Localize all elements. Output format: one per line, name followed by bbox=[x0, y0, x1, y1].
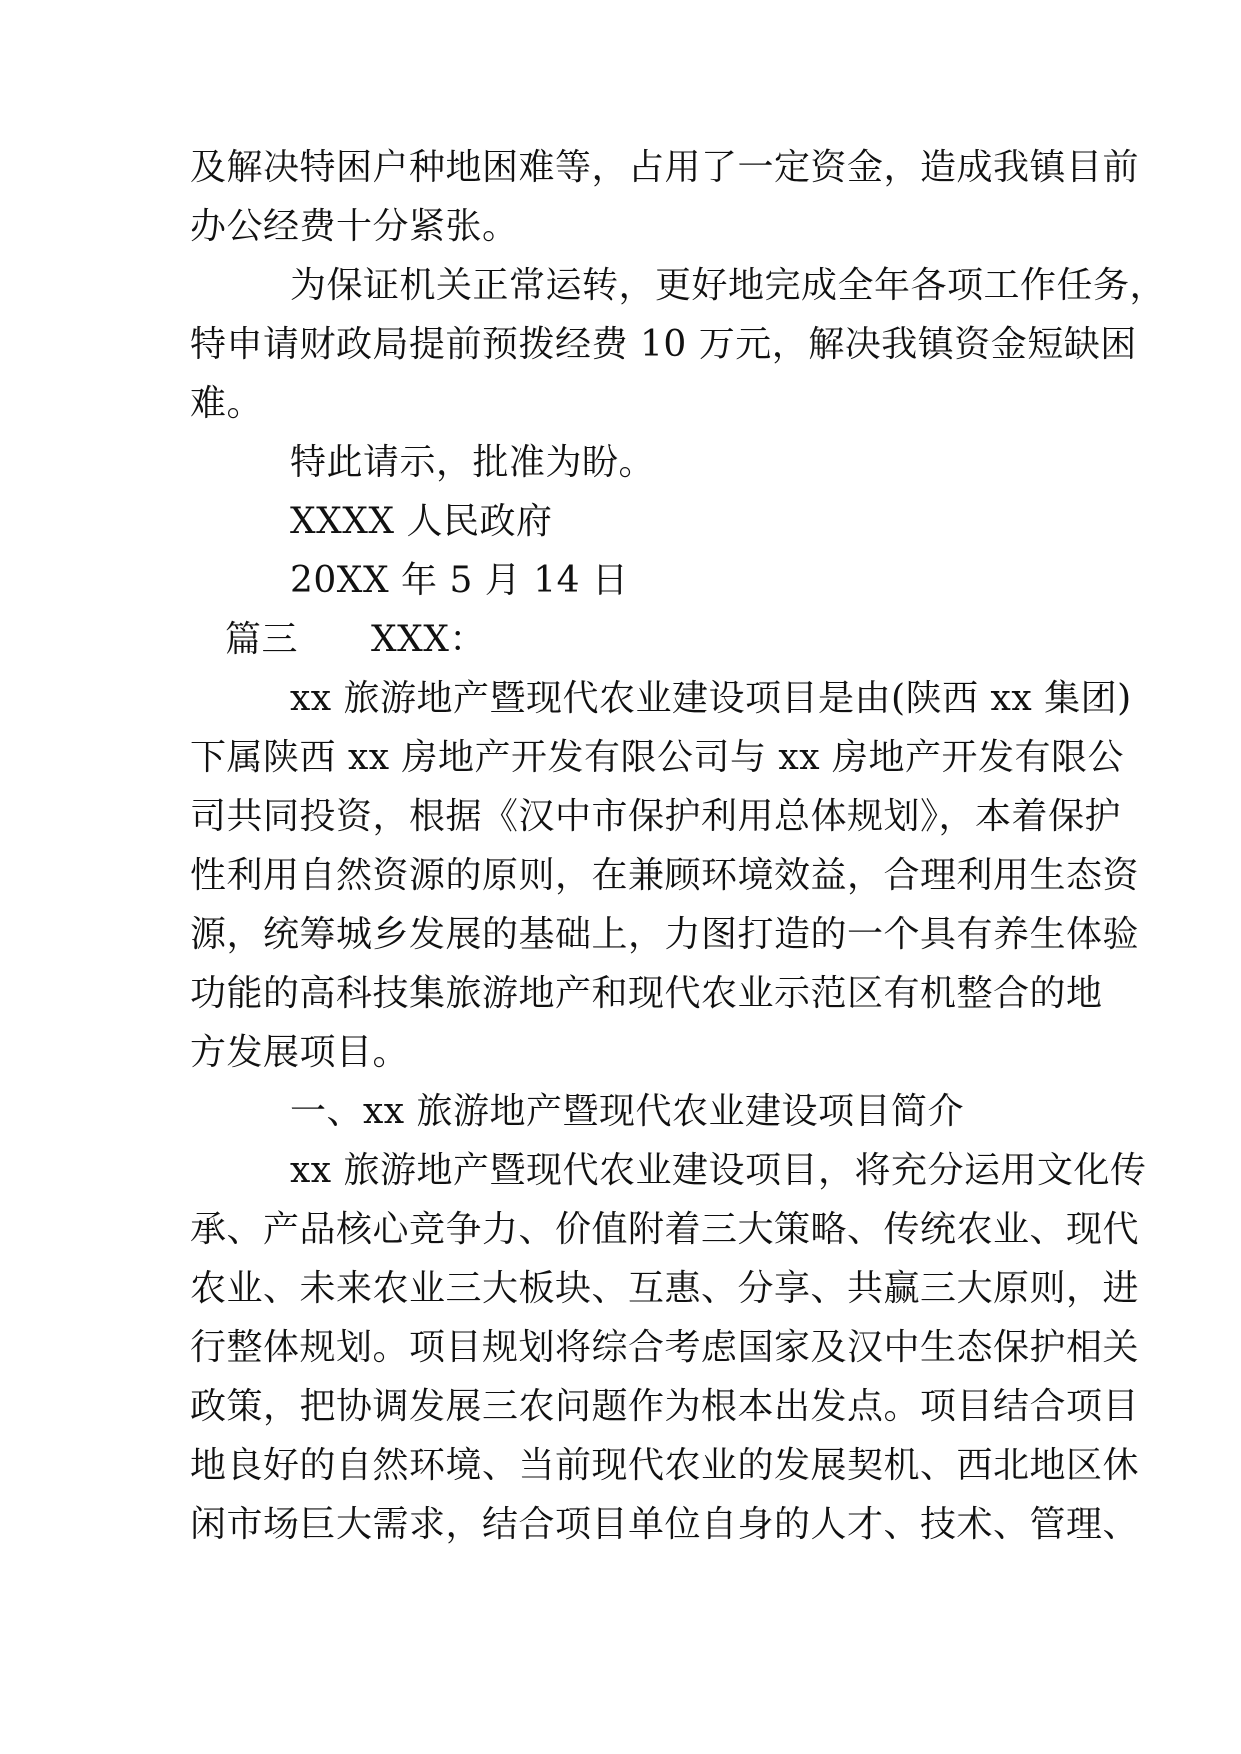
paragraph-line: 源，统筹城乡发展的基础上，力图打造的一个具有养生体验 bbox=[190, 914, 1140, 955]
paragraph-line: xx 旅游地产暨现代农业建设项目是由(陕西 xx 集团) bbox=[290, 678, 1132, 719]
paragraph-line: 性利用自然资源的原则，在兼顾环境效益，合理利用生态资 bbox=[190, 855, 1140, 896]
paragraph-line: xx 旅游地产暨现代农业建设项目，将充分运用文化传 bbox=[290, 1150, 1147, 1191]
section-heading: 篇三 XXX： bbox=[225, 619, 486, 660]
paragraph-line: 承、产品核心竞争力、价值附着三大策略、传统农业、现代 bbox=[190, 1209, 1140, 1250]
paragraph-line: 办公经费十分紧张。 bbox=[190, 206, 519, 247]
subheading: 一、xx 旅游地产暨现代农业建设项目简介 bbox=[290, 1091, 965, 1132]
paragraph-line: 行整体规划。项目规划将综合考虑国家及汉中生态保护相关 bbox=[190, 1327, 1140, 1368]
paragraph-line: 闲市场巨大需求，结合项目单位自身的人才、技术、管理、 bbox=[190, 1504, 1140, 1545]
paragraph-line: 难。 bbox=[190, 383, 264, 424]
paragraph-line: 地良好的自然环境、当前现代农业的发展契机、西北地区休 bbox=[190, 1445, 1140, 1486]
signature-date: 20XX 年 5 月 14 日 bbox=[290, 560, 629, 601]
closing-line: 特此请示，批准为盼。 bbox=[290, 442, 656, 483]
paragraph-line: 司共同投资，根据《汉中市保护利用总体规划》，本着保护 bbox=[190, 796, 1122, 837]
paragraph-line: 及解决特困户种地困难等，占用了一定资金，造成我镇目前 bbox=[190, 147, 1140, 188]
paragraph-line: 农业、未来农业三大板块、互惠、分享、共赢三大原则，进 bbox=[190, 1268, 1140, 1309]
paragraph-line: 政策，把协调发展三农问题作为根本出发点。项目结合项目 bbox=[190, 1386, 1140, 1427]
paragraph-line: 特申请财政局提前预拨经费 10 万元，解决我镇资金短缺困 bbox=[190, 324, 1137, 365]
signature-org: XXXX 人民政府 bbox=[290, 501, 553, 542]
paragraph-line: 方发展项目。 bbox=[190, 1032, 410, 1073]
paragraph-line: 下属陕西 xx 房地产开发有限公司与 xx 房地产开发有限公 bbox=[190, 737, 1124, 778]
paragraph-line: 功能的高科技集旅游地产和现代农业示范区有机整合的地 bbox=[190, 973, 1103, 1014]
paragraph-line: 为保证机关正常运转，更好地完成全年各项工作任务， bbox=[290, 265, 1167, 306]
